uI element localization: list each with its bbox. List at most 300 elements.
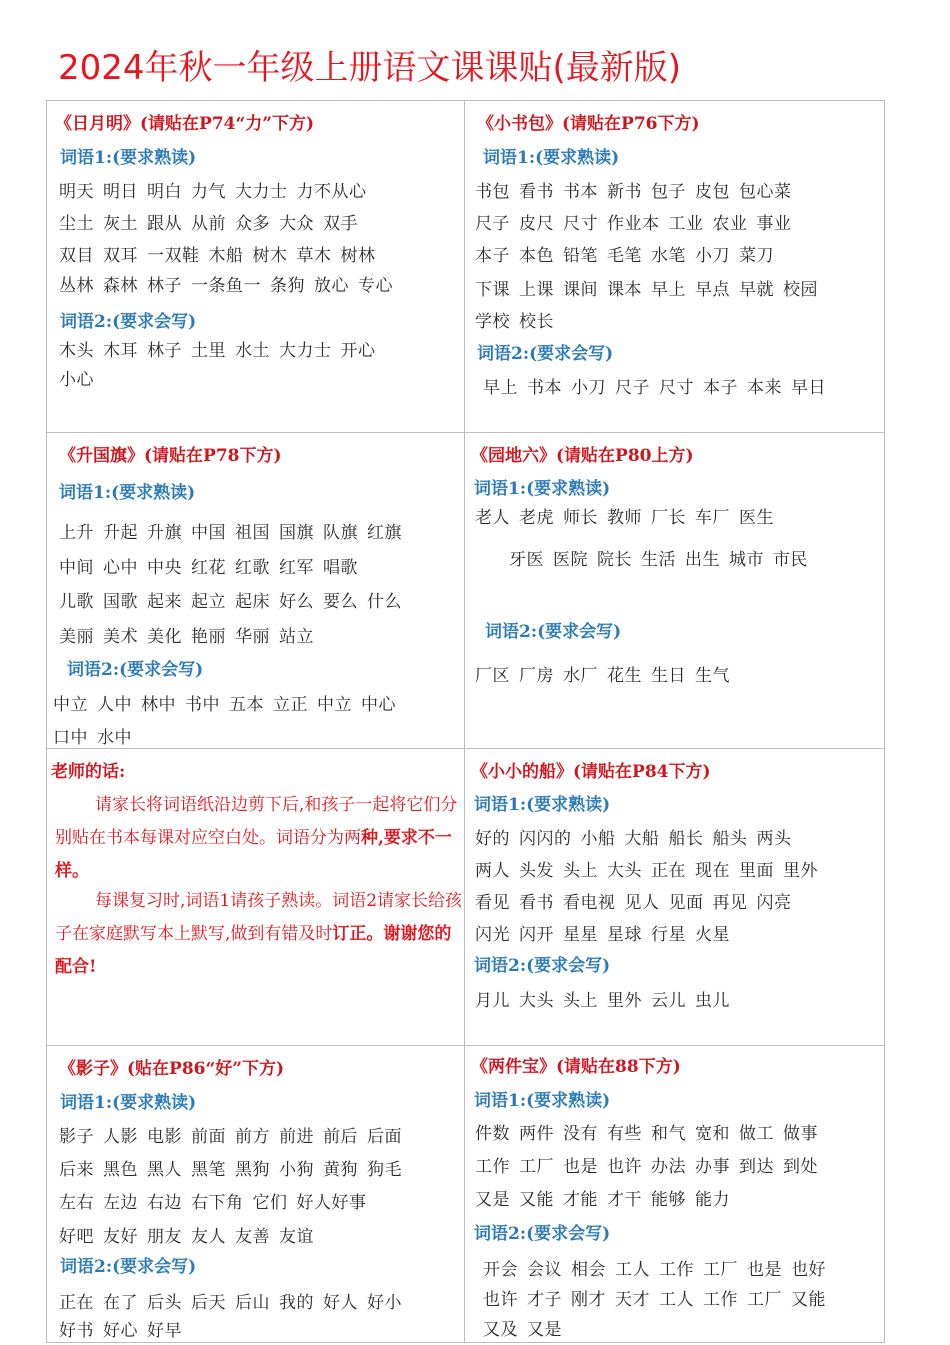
vocab-word: 什么 (367, 592, 402, 612)
lesson-cell-yuan-di-liu (465, 433, 884, 748)
vocab-word: 能够 (651, 1190, 686, 1210)
vocab-word: 灰土 (103, 214, 138, 234)
vocab-word: 狗毛 (367, 1160, 402, 1180)
vocab-word: 好人好事 (296, 1193, 367, 1213)
page-title: 2024年秋一年级上册语文课课贴(最新版) (58, 48, 682, 88)
vocab-word: 相会 (571, 1260, 606, 1280)
word-line (475, 503, 783, 528)
lesson-title: 《影子》(贴在P86“好”下方) (59, 1059, 285, 1079)
vocab-word: 刚才 (571, 1290, 606, 1310)
vocab-word: 也是 (747, 1260, 782, 1280)
vocab-word: 黑狗 (235, 1160, 270, 1180)
vocab-word: 红旗 (367, 523, 402, 543)
vocab-word: 右下角 (191, 1193, 244, 1213)
vocab-word: 教师 (607, 508, 642, 528)
vocab-word: 也许 (483, 1290, 518, 1310)
word-line (59, 271, 402, 296)
vocab-word: 闪闪的 (519, 829, 572, 849)
vocab-word: 中立 (53, 695, 88, 715)
word-line (483, 1315, 571, 1340)
vocab-word: 又能 (519, 1190, 554, 1210)
vocab-word: 虫儿 (695, 991, 730, 1011)
vocab-word: 明白 (147, 182, 182, 202)
vocab-word: 尘土 (59, 214, 94, 234)
vocab-word: 生活 (641, 550, 676, 570)
vocab-word: 行星 (651, 925, 686, 945)
vocab-word: 工作 (703, 1290, 738, 1310)
vocab-word: 一条鱼一 (191, 276, 261, 296)
read-label: 词语1:(要求熟读) (474, 795, 611, 815)
vocab-word: 木船 (208, 246, 244, 266)
vocab-word: 放心 (314, 276, 349, 296)
vocab-word: 友善 (235, 1227, 270, 1247)
vocab-word: 黑人 (147, 1160, 182, 1180)
vocab-word: 工厂 (703, 1260, 738, 1280)
vocab-word: 好小 (367, 1293, 402, 1313)
teacher-note-paragraph-1 (55, 789, 463, 888)
vocab-word: 好吧 (59, 1227, 94, 1247)
word-line (59, 1288, 411, 1313)
vocab-word: 双耳 (103, 246, 138, 266)
lesson-cell-ying-zi (47, 1046, 464, 1342)
vocab-word: 小刀 (571, 378, 606, 398)
vocab-word: 儿歌 (59, 592, 94, 612)
word-line (53, 690, 405, 715)
vocab-word: 见人 (624, 893, 660, 913)
vocab-word: 才能 (563, 1190, 598, 1210)
vocab-word: 大船 (624, 829, 660, 849)
vocab-word: 毛笔 (607, 246, 642, 266)
vocab-word: 林中 (141, 695, 176, 715)
vocab-word: 办事 (695, 1157, 730, 1177)
vocab-word: 好书 (59, 1321, 94, 1341)
lesson-title: 《日月明》(请贴在P74“力”下方) (55, 114, 315, 134)
vocab-word: 美术 (103, 627, 138, 647)
vocab-word: 友人 (191, 1227, 226, 1247)
word-line (475, 177, 801, 202)
vocab-word: 现在 (695, 861, 730, 881)
vocab-word: 前面 (191, 1127, 226, 1147)
vocab-word: 星球 (607, 925, 642, 945)
word-line (53, 723, 141, 748)
vocab-word: 没有 (563, 1124, 598, 1144)
vocab-word: 书本 (563, 182, 598, 202)
read-label: 词语1:(要求熟读) (474, 1091, 611, 1111)
vocab-word: 祖国 (235, 523, 270, 543)
word-line (483, 1285, 835, 1310)
vocab-word: 尺子 (615, 378, 650, 398)
vocab-word: 红歌 (235, 558, 270, 578)
vocab-word: 作业本 (607, 214, 660, 234)
vocab-word: 大头 (607, 861, 642, 881)
read-label: 词语1:(要求熟读) (474, 479, 611, 499)
word-line (59, 177, 376, 202)
vocab-word: 正在 (651, 861, 686, 881)
vocab-word: 厂房 (519, 666, 554, 686)
vocab-word: 草木 (296, 246, 332, 266)
vocab-word: 后头 (147, 1293, 182, 1313)
vocab-word: 生日 (651, 666, 686, 686)
vocab-word: 才子 (527, 1290, 562, 1310)
word-line (475, 241, 783, 266)
read-label: 词语1:(要求熟读) (59, 483, 196, 503)
read-label: 词语1:(要求熟读) (60, 148, 197, 168)
vocab-word: 城市 (729, 550, 764, 570)
vocab-word: 丛林 (59, 276, 94, 296)
word-line (59, 336, 385, 361)
vocab-word: 工人 (615, 1260, 650, 1280)
vocab-word: 宽和 (695, 1124, 730, 1144)
vocab-word: 也是 (563, 1157, 598, 1177)
vocab-word: 工厂 (519, 1157, 554, 1177)
vocab-word: 好人 (323, 1293, 358, 1313)
word-line (59, 553, 367, 578)
word-line (509, 545, 817, 570)
vocab-word: 起来 (147, 592, 182, 612)
word-line (59, 587, 411, 612)
vocab-word: 船长 (668, 829, 704, 849)
vocab-word: 影子 (59, 1127, 94, 1147)
vocab-word: 友谊 (279, 1227, 314, 1247)
vocab-word: 市民 (773, 550, 808, 570)
word-line (59, 1155, 411, 1180)
vocab-word: 再见 (712, 893, 748, 913)
vocab-word: 华丽 (235, 627, 270, 647)
vocab-word: 课间 (563, 280, 598, 300)
word-line (483, 373, 835, 398)
vocab-word: 好心 (103, 1321, 138, 1341)
word-line (59, 1316, 191, 1341)
word-line (475, 824, 801, 849)
vocab-word: 中央 (147, 558, 182, 578)
vocab-word: 新书 (607, 182, 642, 202)
vocab-word: 火星 (695, 925, 730, 945)
vocab-word: 上升 (59, 523, 94, 543)
teacher-note-paragraph-2 (55, 885, 463, 984)
vocab-word: 工业 (668, 214, 704, 234)
write-label: 词语2:(要求会写) (67, 660, 204, 680)
vocab-word: 学校 (475, 312, 510, 332)
vocab-word: 厂长 (651, 508, 686, 528)
vocab-word: 才干 (607, 1190, 642, 1210)
write-label: 词语2:(要求会写) (60, 1257, 197, 1277)
vocab-word: 里外 (783, 861, 818, 881)
vocab-word: 早点 (695, 280, 730, 300)
vocab-word: 水厂 (563, 666, 598, 686)
write-label: 词语2:(要求会写) (477, 344, 614, 364)
vocab-word: 美化 (147, 627, 182, 647)
vocab-word: 国旗 (279, 523, 314, 543)
vocab-word: 小狗 (279, 1160, 314, 1180)
vocab-word: 起床 (235, 592, 270, 612)
vocab-word: 明天 (59, 182, 94, 202)
note-text: 请家长将词语纸沿边剪下后,和孩子一起将它们分别贴在书本每课对应空白处。词语分为两 (55, 795, 458, 848)
vocab-word: 后山 (235, 1293, 270, 1313)
teacher-note (47, 749, 464, 1045)
vocab-word: 力气 (191, 182, 226, 202)
vocab-word: 本色 (519, 246, 554, 266)
vocab-word: 早日 (791, 378, 826, 398)
vocab-word: 起立 (191, 592, 226, 612)
vocab-word: 师长 (563, 508, 598, 528)
vocab-word: 早上 (651, 280, 686, 300)
vocab-word: 立正 (273, 695, 308, 715)
vocab-word: 正在 (59, 1293, 94, 1313)
teacher-note-title: 老师的话: (51, 762, 126, 782)
vocab-word: 头上 (563, 991, 598, 1011)
vocab-word: 专心 (358, 276, 393, 296)
lesson-title: 《升国旗》(请贴在P78下方) (59, 446, 282, 466)
vocab-word: 书本 (527, 378, 562, 398)
vocab-word: 医生 (739, 508, 774, 528)
word-line (483, 1255, 835, 1280)
word-line (59, 365, 103, 390)
vocab-word: 牙医 (509, 550, 544, 570)
vocab-word: 要么 (323, 592, 358, 612)
vocab-word: 条狗 (270, 276, 305, 296)
vocab-word: 事业 (756, 214, 792, 234)
vocab-word: 生气 (695, 666, 730, 686)
vocab-word: 医院 (553, 550, 588, 570)
vocab-word: 看书 (519, 182, 554, 202)
vocab-word: 森林 (103, 276, 138, 296)
vocab-word: 好么 (279, 592, 314, 612)
vocab-word: 又及 (483, 1320, 518, 1340)
word-line (475, 661, 739, 686)
vocab-word: 大力士 (235, 182, 288, 202)
vocab-word: 本子 (475, 246, 510, 266)
vocab-word: 左边 (103, 1193, 138, 1213)
word-line (59, 241, 385, 266)
vocab-word: 升起 (103, 523, 138, 543)
vocab-word: 口中 (53, 728, 88, 748)
vocab-word: 众多 (235, 214, 270, 234)
note-emphasis: 订正。谢谢您的配合! (55, 924, 452, 977)
vocab-word: 铅笔 (563, 246, 598, 266)
lesson-title: 《小书包》(请贴在P76下方) (477, 114, 700, 134)
word-line (475, 920, 739, 945)
read-label: 词语1:(要求熟读) (483, 148, 620, 168)
vocab-word: 木耳 (103, 341, 138, 361)
vocab-word: 土里 (191, 341, 226, 361)
vocab-word: 双手 (323, 214, 358, 234)
vocab-word: 艳丽 (191, 627, 226, 647)
vocab-word: 工作 (475, 1157, 510, 1177)
vocab-word: 林子 (147, 276, 182, 296)
vocab-word: 小心 (59, 370, 94, 390)
vocab-word: 工厂 (747, 1290, 782, 1310)
write-label: 词语2:(要求会写) (60, 312, 197, 332)
vocab-word: 皮包 (695, 182, 730, 202)
vocab-word: 后面 (367, 1127, 402, 1147)
word-line (475, 1185, 739, 1210)
vocab-word: 早上 (483, 378, 518, 398)
word-line (59, 518, 411, 543)
word-line (475, 1119, 827, 1144)
vocab-word: 中立 (317, 695, 352, 715)
vocab-word: 书中 (185, 695, 220, 715)
vocab-word: 美丽 (59, 627, 94, 647)
vocab-word: 后天 (191, 1293, 226, 1313)
vocab-word: 做工 (739, 1124, 774, 1144)
vocab-word: 月儿 (475, 991, 510, 1011)
word-line (59, 1222, 323, 1247)
vocab-word: 前进 (279, 1127, 314, 1147)
vocab-word: 闪亮 (756, 893, 792, 913)
word-line (475, 275, 827, 300)
vocab-word: 左右 (59, 1193, 94, 1213)
vocab-word: 出生 (685, 550, 720, 570)
word-line (59, 1188, 376, 1213)
vocab-word: 里面 (739, 861, 774, 881)
vocab-word: 天才 (615, 1290, 650, 1310)
lesson-title: 《园地六》(请贴在P80上方) (471, 446, 694, 466)
vocab-word: 水土 (235, 341, 270, 361)
vocab-word: 和气 (651, 1124, 686, 1144)
vocab-word: 尺子 (475, 214, 510, 234)
word-line (475, 307, 563, 332)
vocab-word: 尺寸 (563, 214, 598, 234)
vocab-word: 校长 (519, 312, 554, 332)
vocab-word: 又能 (791, 1290, 826, 1310)
vocab-word: 明日 (103, 182, 138, 202)
lesson-cell-liang-jian-bao (465, 1046, 884, 1342)
vocab-word: 朋友 (147, 1227, 182, 1247)
vocab-word: 红军 (279, 558, 314, 578)
vocab-word: 友好 (103, 1227, 138, 1247)
vocab-word: 心中 (103, 558, 138, 578)
vocab-word: 水笔 (651, 246, 686, 266)
note-emphasis: 种,要求不一样。 (55, 828, 452, 881)
vocab-word: 能力 (695, 1190, 730, 1210)
word-line (475, 209, 801, 234)
vocab-word: 从前 (191, 214, 226, 234)
write-label: 词语2:(要求会写) (485, 622, 622, 642)
word-line (59, 1122, 411, 1147)
vocab-word: 前方 (235, 1127, 270, 1147)
vocab-word: 车厂 (695, 508, 730, 528)
vocab-word: 做事 (783, 1124, 818, 1144)
vocab-word: 黑笔 (191, 1160, 226, 1180)
vocab-word: 队旗 (323, 523, 358, 543)
vocab-word: 我的 (279, 1293, 314, 1313)
vocab-word: 在了 (103, 1293, 138, 1313)
vocab-word: 星星 (563, 925, 598, 945)
vocab-word: 人中 (97, 695, 132, 715)
vocab-word: 唱歌 (323, 558, 358, 578)
lesson-cell-ri-yue-ming (47, 101, 464, 432)
vocab-word: 头上 (563, 861, 598, 881)
vocab-word: 后来 (59, 1160, 94, 1180)
word-line (475, 888, 801, 913)
vocab-word: 小船 (580, 829, 616, 849)
vocab-word: 老人 (475, 508, 510, 528)
vocab-word: 看见 (475, 893, 510, 913)
vocab-word: 件数 (475, 1124, 510, 1144)
vocab-word: 闪开 (519, 925, 554, 945)
vocab-word: 右边 (147, 1193, 182, 1213)
vocab-word: 又是 (527, 1320, 562, 1340)
vocab-word: 也许 (607, 1157, 642, 1177)
read-label: 词语1:(要求熟读) (60, 1093, 197, 1113)
vocab-grid (46, 100, 885, 1343)
vocab-word: 升旗 (147, 523, 182, 543)
vocab-word: 见面 (668, 893, 704, 913)
vocab-word: 大头 (519, 991, 554, 1011)
vocab-word: 又是 (475, 1190, 510, 1210)
vocab-word: 好的 (475, 829, 510, 849)
vocab-word: 厂区 (475, 666, 510, 686)
vocab-word: 小刀 (695, 246, 730, 266)
vocab-word: 有些 (607, 1124, 642, 1144)
vocab-word: 林子 (147, 341, 182, 361)
vocab-word: 力不从心 (296, 182, 367, 202)
vocab-word: 本子 (703, 378, 738, 398)
vocab-word: 尺寸 (659, 378, 694, 398)
lesson-title: 《小小的船》(请贴在P84下方) (471, 762, 711, 782)
word-line (59, 622, 323, 647)
vocab-word: 老虎 (519, 508, 554, 528)
vocab-word: 上课 (519, 280, 554, 300)
vocab-word: 包子 (651, 182, 686, 202)
vocab-word: 木头 (59, 341, 94, 361)
vocab-word: 到处 (783, 1157, 818, 1177)
vocab-word: 看书 (519, 893, 554, 913)
vocab-word: 人影 (103, 1127, 138, 1147)
word-line (475, 986, 739, 1011)
vocab-word: 船头 (712, 829, 748, 849)
vocab-word: 头发 (519, 861, 554, 881)
vocab-word: 开会 (483, 1260, 518, 1280)
vocab-word: 农业 (712, 214, 748, 234)
vocab-word: 花生 (607, 666, 642, 686)
vocab-word: 书包 (475, 182, 510, 202)
vocab-word: 工人 (659, 1290, 694, 1310)
vocab-word: 看电视 (563, 893, 616, 913)
vocab-word: 红花 (191, 558, 226, 578)
write-label: 词语2:(要求会写) (474, 956, 611, 976)
vocab-word: 好早 (147, 1321, 182, 1341)
vocab-word: 大力士 (279, 341, 332, 361)
vocab-word: 大众 (279, 214, 314, 234)
vocab-word: 黑色 (103, 1160, 138, 1180)
vocab-word: 会议 (527, 1260, 562, 1280)
vocab-word: 院长 (597, 550, 632, 570)
vocab-word: 双目 (59, 246, 94, 266)
vocab-word: 站立 (279, 627, 314, 647)
vocab-word: 到达 (739, 1157, 774, 1177)
vocab-word: 一双鞋 (147, 246, 200, 266)
word-line (475, 856, 827, 881)
write-label: 词语2:(要求会写) (474, 1224, 611, 1244)
vocab-word: 课本 (607, 280, 642, 300)
vocab-word: 本来 (747, 378, 782, 398)
vocab-word: 五本 (229, 695, 264, 715)
vocab-word: 水中 (97, 728, 132, 748)
vocab-word: 黄狗 (323, 1160, 358, 1180)
vocab-word: 校园 (783, 280, 818, 300)
word-line (59, 209, 367, 234)
vocab-word: 菜刀 (739, 246, 774, 266)
vocab-word: 中间 (59, 558, 94, 578)
vocab-word: 也好 (791, 1260, 826, 1280)
vocab-word: 办法 (651, 1157, 686, 1177)
vocab-word: 包心菜 (739, 182, 792, 202)
vocab-word: 两人 (475, 861, 510, 881)
vocab-word: 里外 (607, 991, 642, 1011)
vocab-word: 中国 (191, 523, 226, 543)
vocab-word: 跟从 (147, 214, 182, 234)
